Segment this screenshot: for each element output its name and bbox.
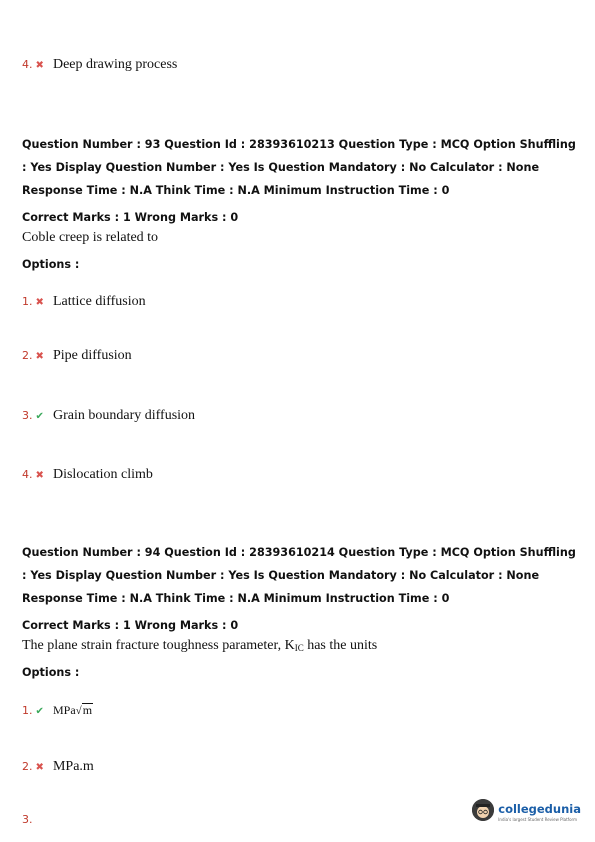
option-text: Lattice diffusion	[52, 294, 146, 309]
question-text-suffix: has the units	[303, 638, 378, 653]
logo-mascot-icon	[472, 799, 494, 821]
q94-marks: Correct Marks : 1 Wrong Marks : 0	[22, 619, 239, 632]
q94-options-label: Options :	[22, 666, 80, 679]
q94-question	[22, 638, 377, 654]
check-icon: ✔	[35, 706, 44, 717]
option-text: Pipe diffusion	[52, 348, 132, 363]
option-number: 4.	[22, 468, 33, 481]
question-text: The plane strain fracture toughness parameter, K	[22, 638, 295, 653]
option-number: 2.	[22, 349, 33, 362]
option-text-prefix: MPa	[52, 703, 76, 717]
option-number: 1.	[22, 704, 33, 717]
cross-icon: ✖	[35, 60, 44, 71]
option-text: Deep drawing process	[52, 57, 178, 72]
q94-option-3	[22, 808, 33, 827]
logo-tagline: India's largest Student Review Platform	[498, 817, 578, 822]
question-subscript: IC	[294, 643, 304, 653]
option-number: 1.	[22, 295, 33, 308]
q93-marks: Correct Marks : 1 Wrong Marks : 0	[22, 211, 239, 224]
option-number: 4.	[22, 58, 33, 71]
check-icon: ✔	[35, 411, 44, 422]
cross-icon: ✖	[35, 351, 44, 362]
sqrt-content: m	[82, 703, 93, 717]
option-text	[53, 703, 93, 717]
q93-options-label: Options :	[22, 258, 80, 271]
q94-header: Question Number : 94 Question Id : 28393610214 Question Type : MCQ Option Shuffling : Yes Display Question Number : Yes Is Question Mandatory : No Calculator : None Response Time : N.A Think Time : N.A Minimum Instruction Time : 0	[22, 546, 576, 605]
q93-question: Coble creep is related to	[22, 230, 159, 245]
option-number: 2.	[22, 760, 33, 773]
q93-option-3	[22, 404, 195, 424]
q93-header: Question Number : 93 Question Id : 28393610213 Question Type : MCQ Option Shuffling : Yes Display Question Number : Yes Is Question Mandatory : No Calculator : None Response Time : N.A Think Time : N.A Minimum Instruction Time : 0	[22, 138, 576, 197]
cross-icon: ✖	[35, 470, 44, 481]
logo-name: collegedunia	[498, 802, 581, 816]
collegedunia-logo	[472, 798, 581, 822]
option-number: 3.	[22, 409, 33, 422]
sqrt-sign: √	[75, 705, 82, 717]
q93-option-1	[22, 290, 146, 310]
option-text: Grain boundary diffusion	[52, 408, 196, 423]
option-text: Dislocation climb	[52, 467, 153, 482]
q94-option-2	[22, 755, 94, 775]
q93-option-4	[22, 463, 153, 483]
prev-option-4	[22, 53, 177, 73]
q93-option-2	[22, 344, 132, 364]
q94-option-1	[22, 699, 93, 718]
cross-icon: ✖	[35, 762, 44, 773]
option-number: 3.	[22, 813, 33, 826]
logo-wordmark	[498, 798, 581, 822]
cross-icon: ✖	[35, 297, 44, 308]
option-text: MPa.m	[52, 759, 94, 774]
